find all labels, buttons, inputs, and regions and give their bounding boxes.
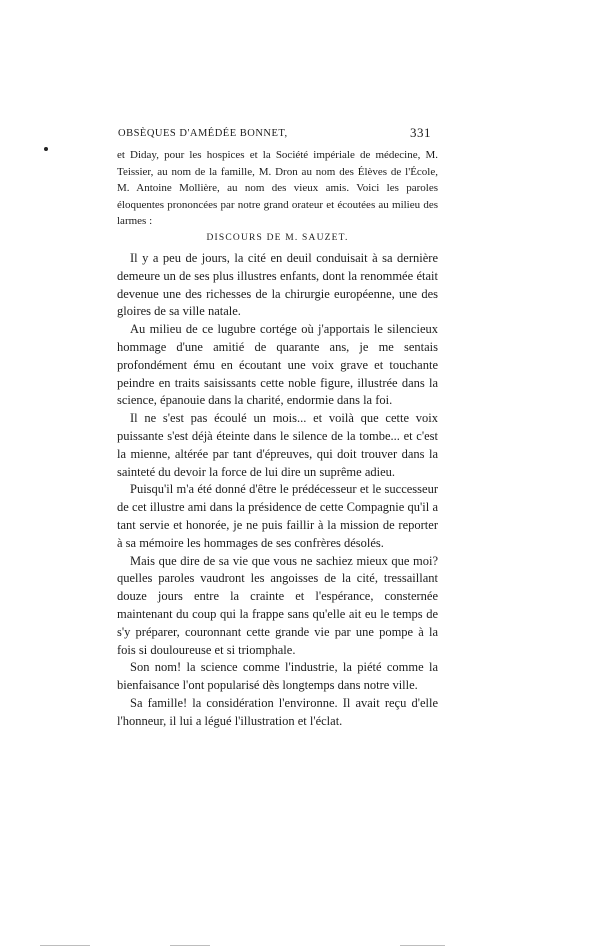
intro-text: et Diday, pour les hospices et la Société impériale de médecine, M. Teissier, au nom de la famille, M. Dron au nom des Élèves de l'École, M. Antoine Mollière, au nom des vieux amis. Voici les paroles éloquentes prononcées par notre grand orateur et écoutées au milieu des larmes : (117, 149, 438, 228)
speech-paragraph: Il y a peu de jours, la cité en deuil conduisait à sa dernière demeure un de ses plus illustres enfants, dont la renommée était devenue une des richesses de la chirurgie européenne, une des gloires de sa ville natale. (117, 251, 438, 319)
speech-paragraph: Sa famille! la considération l'environne. Il avait reçu d'elle l'honneur, il lui a légué l'illustration et l'éclat. (117, 695, 438, 728)
intro-paragraph (117, 147, 438, 230)
section-title: DISCOURS DE M. SAUZET. (206, 233, 349, 243)
ink-spot (44, 147, 48, 151)
speech-body (117, 250, 438, 731)
page-number: 331 (410, 125, 431, 140)
running-title: OBSÈQUES D'AMÉDÉE BONNET, (118, 128, 288, 139)
page-edge-mark (170, 945, 210, 946)
page-edge-mark (40, 945, 90, 946)
speech-paragraph: Mais que dire de sa vie que vous ne sachiez mieux que moi? quelles paroles vaudront les angoisses de la cité, tressaillant douze jours entre la crainte et l'espérance, consternée maintenant du coup qui la frappe sans qu'elle ait eu le temps de s'y préparer, couronnant cette grande vie par une pompe à la fois si douloureuse et si triomphale. (117, 553, 438, 657)
speech-paragraph: Puisqu'il m'a été donné d'être le prédécesseur et le successeur de cet illustre ami dans la présidence de cette Compagnie qu'il a tant servie et honorée, je ne puis faillir à la mission de reporter à sa mémoire les hommages de ses confrères désolés. (117, 482, 438, 550)
speech-paragraph: Son nom! la science comme l'industrie, la piété comme la bienfaisance l'ont popularisé dès longtemps dans notre ville. (117, 660, 438, 693)
speech-paragraph: Au milieu de ce lugubre cortége où j'apportais le silencieux hommage d'une amitié de quarante ans, je me sentais profondément ému en écoutant une voix grave et touchante peindre en traits saisissants cette noble figure, illustrée dans la science, épanouie dans la charité, endormie dans la foi. (117, 322, 438, 408)
speech-paragraph: Il ne s'est pas écoulé un mois... et voilà que cette voix puissante s'est déjà éteinte dans le silence de la tombe... et c'est la mienne, altérée par tant d'épreuves, qui doit trouver dans la sainteté du devoir la force de lui dire un suprême adieu. (117, 411, 438, 479)
page-edge-mark (400, 945, 445, 946)
